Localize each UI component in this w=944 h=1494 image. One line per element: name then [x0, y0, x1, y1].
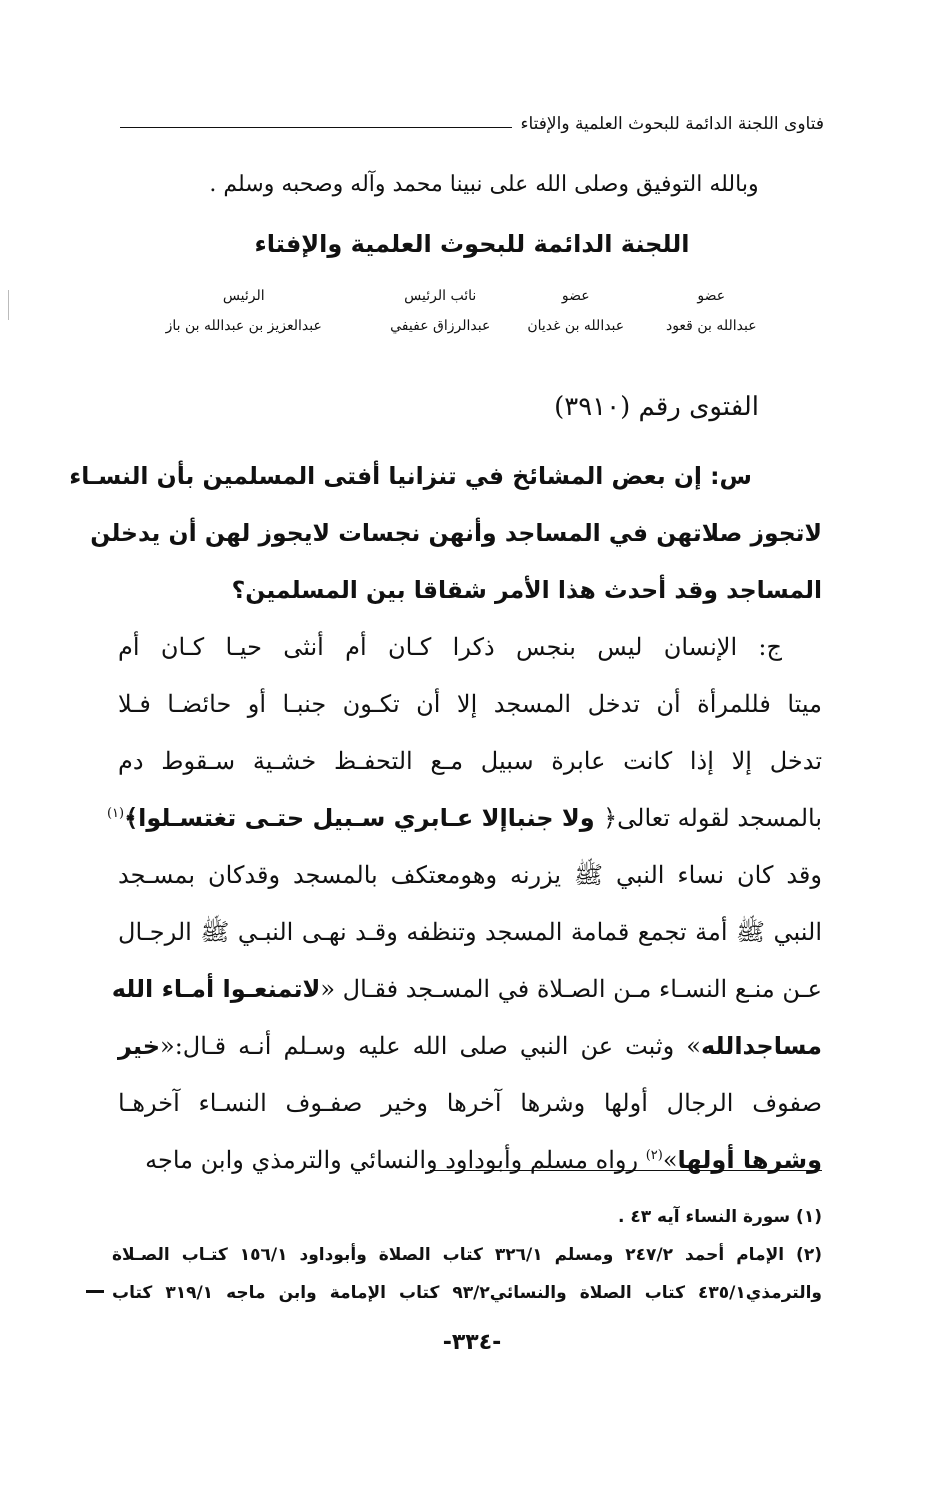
answer-text: عـن منـع النسـاء مـن الصـلاة في المسـجد فقـال «: [320, 975, 822, 1003]
answer-text: » وثبت عن النبي صلى الله عليه وسـلم أنـه قـال:«: [160, 1032, 701, 1060]
answer-text: »: [662, 1146, 678, 1174]
hadith-quote: خير: [118, 1032, 161, 1060]
signatories-block: [115, 288, 779, 334]
running-header: [120, 108, 824, 140]
header-rule: [120, 127, 512, 128]
quran-verse: ولا جنباإلا عـابري سـبيل حتـى تغتسـلوا﴾: [124, 804, 604, 832]
answer-line: تدخل إلا إذا كانت عابرة سبيل مـع التحفـظ خشـية سـقوط دم: [118, 747, 822, 775]
closing-formula: وبالله التوفيق وصلى الله على نبينا محمد وآله وصحبه وسلم .: [209, 172, 759, 197]
hadith-quote: مساجدالله: [700, 1032, 822, 1060]
answer-line: [118, 1132, 822, 1189]
footnote: (١) سورة النساء آيه ٤٣ .: [617, 1207, 822, 1227]
footnotes: [112, 1198, 822, 1312]
answer-text: رواه مسلم وأبوداود والنسائي والترمذي وابن ماجه: [145, 1146, 646, 1174]
fatwa-body: [69, 448, 822, 1189]
footnote-ref: (١): [106, 806, 125, 821]
page-number: -٣٣٤-: [442, 1330, 502, 1355]
signatory-role: عضو: [561, 288, 590, 304]
signatory: [372, 288, 508, 334]
signatory-name: عبدالعزيز بن عبدالله بن باز: [165, 318, 322, 334]
footnote: (٢) الإمام أحمد ٢٤٧/٢ ومسلم ٣٢٦/١ كتاب الصلاة وأبوداود ١٥٦/١ كتـاب الصـلاة: [112, 1245, 822, 1265]
signatory-role: نائب الرئيس: [404, 288, 477, 304]
signatory-name: عبدالرزاق عفيفي: [390, 318, 491, 334]
question-line: لاتجوز صلاتهن في المساجد وأنهن نجسات لايجوز لهن أن يدخلن: [90, 519, 822, 547]
answer-text: بالمسجد لقوله تعالى﴿: [603, 804, 822, 832]
hadith-quote: لاتمنعـوا أمـاء الله: [111, 975, 321, 1003]
signatory-name: عبدالله بن قعود: [665, 318, 757, 334]
answer-line: [118, 1018, 822, 1075]
footnote-rule: [430, 1170, 822, 1171]
hadith-quote: وشرها أولها: [677, 1146, 822, 1174]
running-title: فتاوى اللجنة الدائمة للبحوث العلمية والإفتاء: [520, 114, 824, 134]
committee-name: اللجنة الدائمة للبحوث العلمية والإفتاء: [254, 230, 690, 258]
question-line: المساجد وقد أحدث هذا الأمر شقاقا بين المسلمين؟: [231, 576, 822, 604]
signatory: [644, 288, 780, 334]
answer-line: ج: الإنسان ليس بنجس ذكرا كـان أم أنثى حيـا كـان أم: [118, 633, 782, 661]
signatory: [115, 288, 372, 334]
question-line: س: إن بعض المشائخ في تنزانيا أفتى المسلمين بأن النسـاء: [69, 462, 752, 490]
answer-line: [106, 790, 822, 847]
answer-line: صفوف الرجال أولها وشرها آخرها وخير صفـوف النسـاء آخرهـا: [118, 1089, 822, 1117]
footnote: والترمذي٤٣٥/١ كتاب الصلاة والنسائي٩٣/٢ كتاب الإمامة وابن ماجه ٣١٩/١ كتاب: [112, 1283, 822, 1303]
footnote-ref: (٢): [645, 1148, 663, 1163]
signatory-role: الرئيس: [222, 288, 265, 304]
signatory-name: عبدالله بن غديان: [527, 318, 625, 334]
answer-line: النبي ﷺ أمة تجمع قمامة المسجد وتنظفه وقـد نهـى النبـي ﷺ الرجـال: [118, 918, 822, 946]
fatwa-number: الفتوى رقم (٣٩١٠): [554, 392, 759, 422]
continuation-dash: [86, 1290, 104, 1293]
answer-line: ميتا فللمرأة أن تدخل المسجد إلا أن تكـون جنبـا أو حائضـا فـلا: [118, 690, 822, 718]
scan-margin-mark: [8, 290, 9, 320]
answer-line: وقد كان نساء النبي ﷺ يزرنه وهومعتكف بالمسجد وقدكان بمسـجد: [118, 861, 822, 889]
signatory: [508, 288, 644, 334]
answer-line: [111, 961, 822, 1018]
signatory-role: عضو: [697, 288, 726, 304]
